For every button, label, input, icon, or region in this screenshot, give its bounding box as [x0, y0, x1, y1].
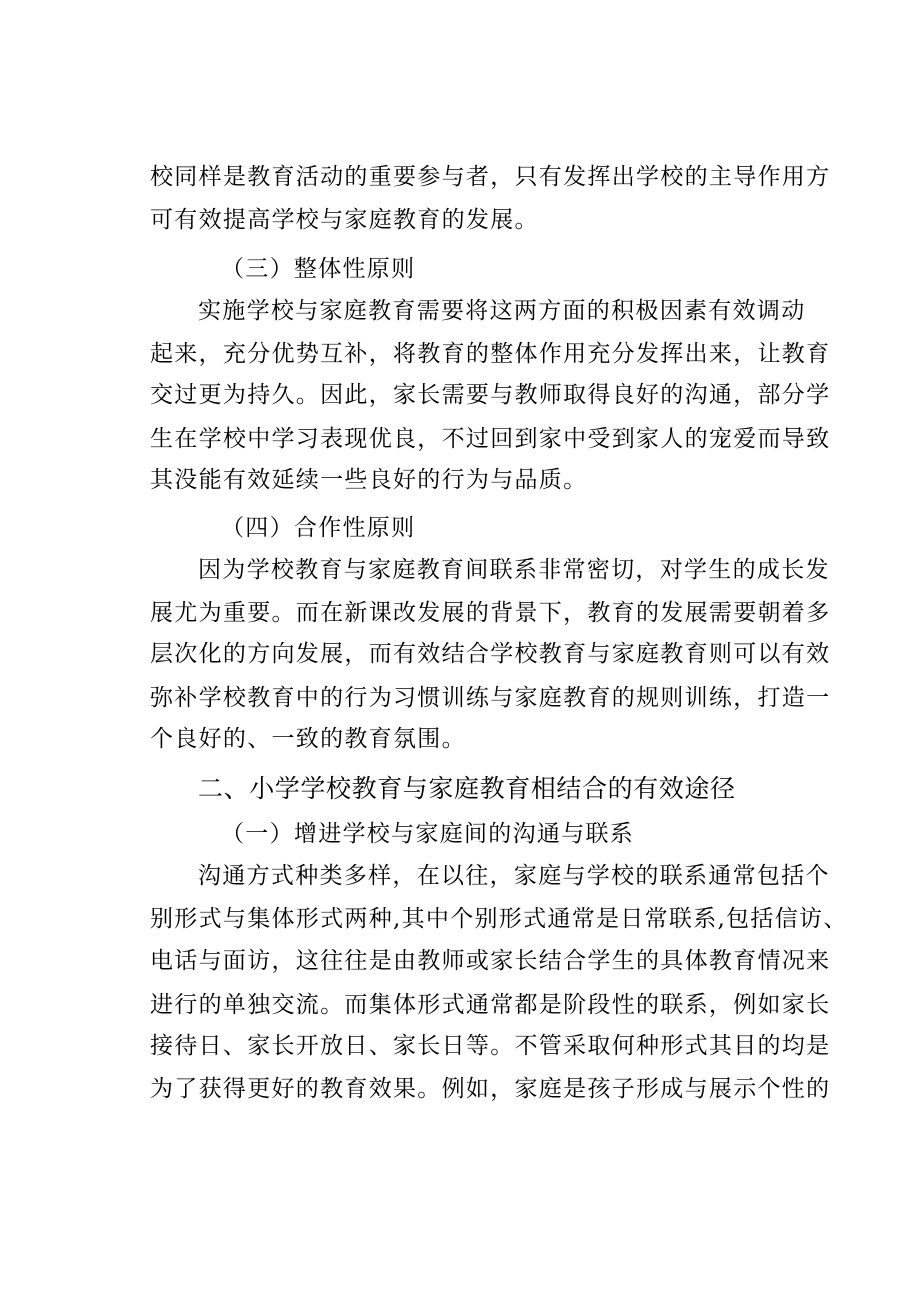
section-heading-2: 二、小学学校教育与家庭教育相结合的有效途径 [198, 774, 736, 803]
paragraph-line: 可有效提高学校与家庭教育的发展。 [150, 207, 539, 233]
paragraph-line: 生在学校中学习表现优良，不过回到家中受到家人的宠爱而导致 [150, 426, 831, 452]
paragraph-line: 弥补学校教育中的行为习惯训练与家庭教育的规则训练，打造一 [150, 685, 831, 711]
paragraph-line: 因为学校教育与家庭教育间联系非常密切，对学生的成长发 [198, 557, 830, 583]
paragraph-line: 别形式与集体形式两种,其中个别形式通常是日常联系,包括信访、 [150, 906, 848, 932]
paragraph-line: 个良好的、一致的教育氛围。 [150, 726, 466, 752]
paragraph-line: 其没能有效延续一些良好的行为与品质。 [150, 467, 588, 493]
paragraph-line: 沟通方式种类多样，在以往，家庭与学校的联系通常包括个 [198, 863, 830, 889]
paragraph-line: 实施学校与家庭教育需要将这两方面的积极因素有效调动 [198, 298, 806, 324]
paragraph-line: 展尤为重要。而在新课改发展的背景下，教育的发展需要朝着多 [150, 600, 831, 626]
paragraph-line: 交过更为持久。因此，家长需要与教师取得良好的沟通，部分学 [150, 382, 831, 408]
paragraph-line: 为了获得更好的教育效果。例如，家庭是孩子形成与展示个性的 [150, 1076, 831, 1102]
subsection-heading-3: （三）整体性原则 [221, 256, 416, 282]
paragraph-line: 校同样是教育活动的重要参与者，只有发挥出学校的主导作用方 [150, 164, 831, 190]
paragraph-line: 电话与面访，这往往是由教师或家长结合学生的具体教育情况来 [150, 948, 831, 974]
subsection-heading-4: （四）合作性原则 [221, 515, 416, 541]
subsection-heading-1: （一）增进学校与家庭间的沟通与联系 [221, 821, 635, 847]
paragraph-line: 接待日、家长开放日、家长日等。不管采取何种形式其目的均是 [150, 1033, 831, 1059]
paragraph-line: 层次化的方向发展，而有效结合学校教育与家庭教育则可以有效 [150, 641, 831, 667]
paragraph-line: 进行的单独交流。而集体形式通常都是阶段性的联系，例如家长 [150, 992, 831, 1018]
paragraph-line: 起来，充分优势互补，将教育的整体作用充分发挥出来，让教育 [150, 341, 831, 367]
